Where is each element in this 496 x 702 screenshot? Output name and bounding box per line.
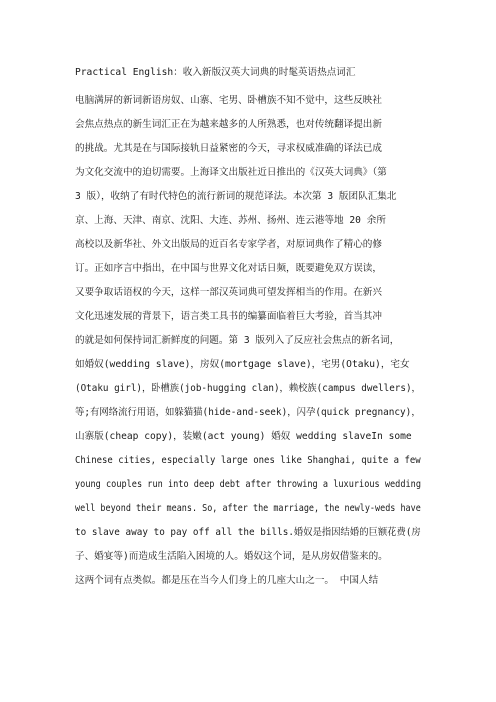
body-line: 3 版），收纳了有时代特色的流行新词的规范译法。本次第 3 版团队汇集北 — [75, 191, 397, 202]
body-line: 高校以及新华社、外文出版局的近百名专家学者，对原词典作了精心的修 — [75, 239, 382, 250]
body-line: 文化迅速发展的背景下，语言类工具书的编纂面临着巨大考验，首当其冲 — [75, 311, 382, 322]
body-line: to slave away to pay off all the bills.婚奴是指因结婚的巨额花费(房 — [75, 527, 421, 538]
body-line: 如婚奴(wedding slave)，房奴(mortgage slave)，宅男(Otaku)，宅女 — [75, 359, 410, 370]
body-line: 子、婚宴等)而造成生活陷入困境的人。婚奴这个词，是从房奴借鉴来的。 — [75, 551, 388, 562]
body-line: 这两个词有点类似。都是压在当今人们身上的几座大山之一。 中国人结 — [75, 575, 379, 586]
body-line: well beyond their means. So, after the marriage, the newly-weds have — [75, 503, 421, 514]
body-line: 订。正如序言中指出，在中国与世界文化对话日频，既要避免双方误读， — [75, 263, 382, 274]
body-line: 山寨版(cheap copy)，装嫩(act young) 婚奴 wedding slaveIn some — [75, 431, 412, 442]
body-line: (Otaku girl)，卧槽族(job-hugging clan)，赖校族(campus dwellers)， — [75, 383, 421, 394]
body-line: 为文化交流中的迫切需要。上海译文出版社近日推出的《汉英大词典》（第 — [75, 167, 387, 178]
body-line: 等;有网络流行用语，如躲猫猫(hide-and-seek)，闪孕(quick pregnancy)， — [75, 407, 421, 418]
body-line: 的挑战。尤其是在与国际接轨日益紧密的今天，寻求权威准确的译法已成 — [75, 143, 382, 154]
body-line: young couples run into deep debt after throwing a luxurious wedding — [75, 479, 422, 490]
body-line: 电脑满屏的新词新语房奴、山寨、宅男、卧槽族不知不觉中，这些反映社 — [75, 95, 382, 106]
body-line: 会焦点热点的新生词汇正在为越来越多的人所熟悉，也对传统翻译提出新 — [75, 119, 382, 130]
body-line: 的就是如何保持词汇新鲜度的问题。第 3 版列入了反应社会焦点的新名词， — [75, 335, 400, 346]
body-line: Chinese cities, especially large ones like Shanghai, quite a few — [75, 455, 421, 466]
body-line: 京、上海、天津、南京、沈阳、大连、苏州、扬州、连云港等地 20 余所 — [75, 215, 386, 226]
document-title: Practical English：收入新版汉英大词典的时髦英语热点词汇 — [75, 67, 356, 78]
body-line: 又要争取话语权的今天，这样一部汉英词典可望发挥相当的作用。在新兴 — [75, 287, 382, 298]
